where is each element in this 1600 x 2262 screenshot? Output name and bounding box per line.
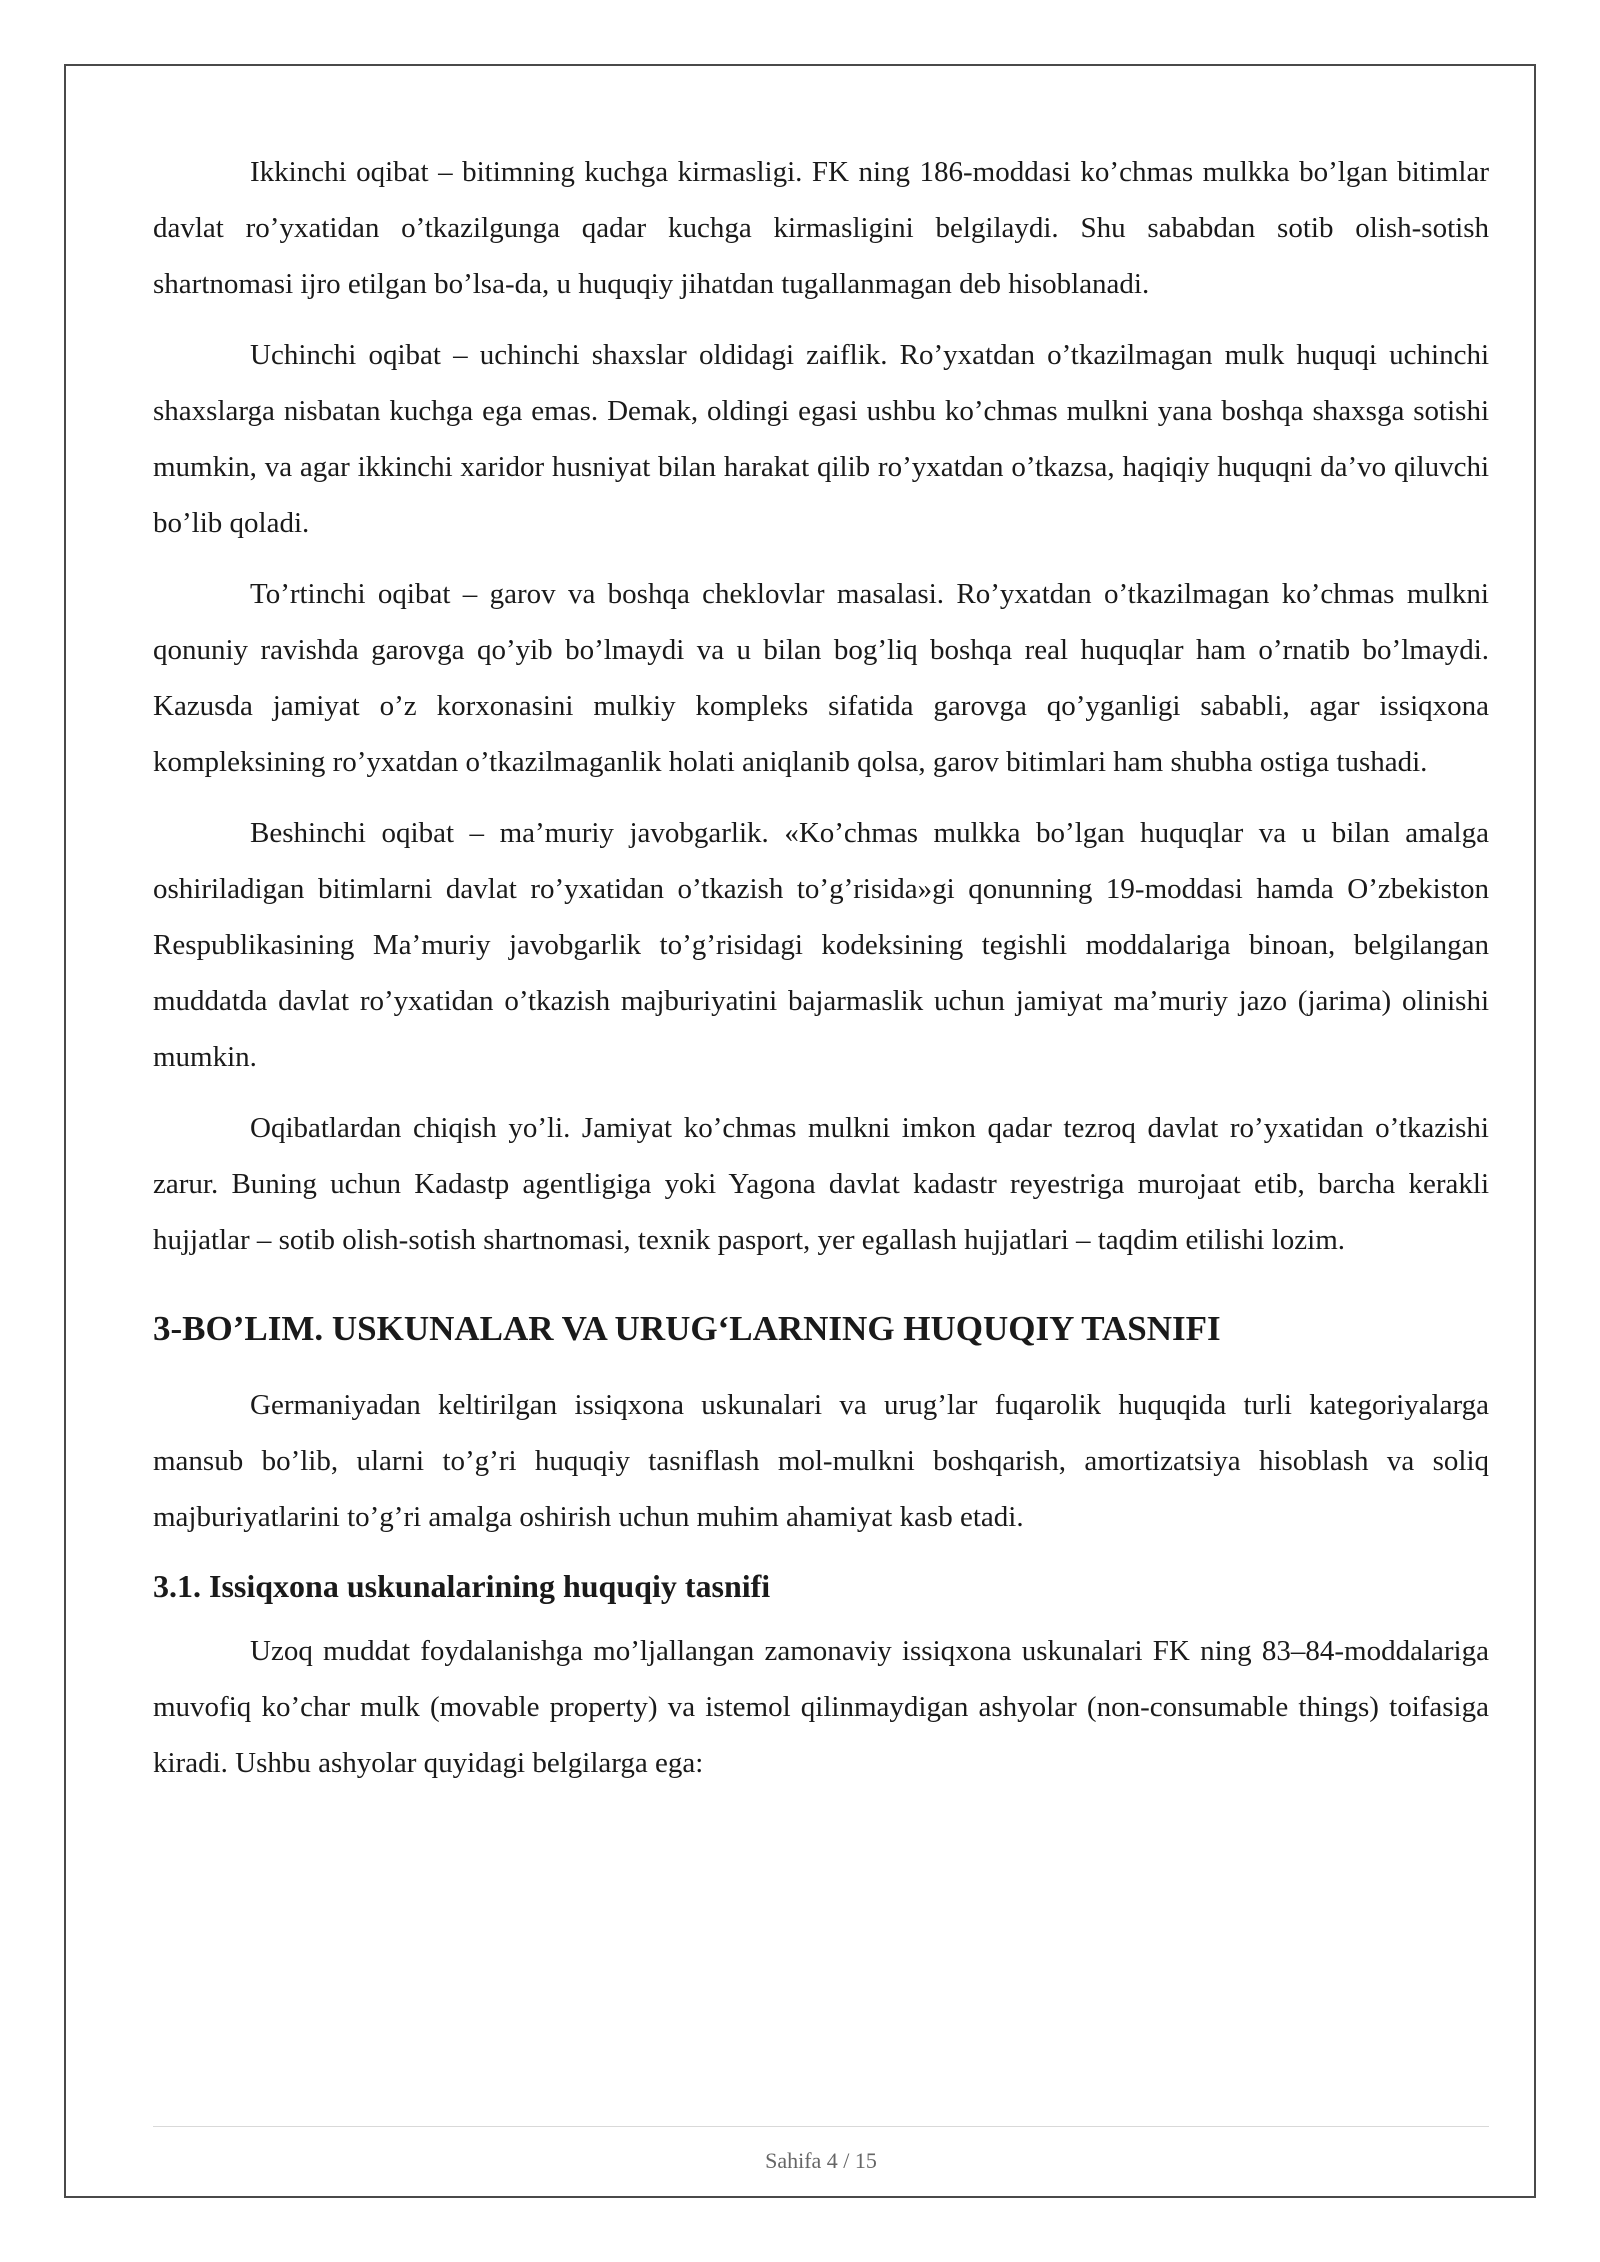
subsection-heading: 3.1. Issiqxona uskunalarining huquqiy tasnifi	[153, 1568, 771, 1604]
paragraph-way-out: Oqibatlardan chiqish yo’li. Jamiyat ko’chmas mulkni imkon qadar tezroq davlat ro’yxatidan o’tkazishi zarur. Buning uchun Kadastp agentligiga yoki Yagona davlat kadastr reyestriga murojaat etib, barcha kerakli hujjatlar – sotib olish-sotish shartnomasi, texnik pasport, yer egallash hujjatlari – taqdim etilishi lozim.	[153, 1112, 1489, 1256]
section-intro-paragraph: Germaniyadan keltirilgan issiqxona uskunalari va urug’lar fuqarolik huquqida turli kategoriyalarga mansub bo’lib, ularni to’g’ri huquqiy tasniflash mol-mulkni boshqarish, amortizatsiya hisoblash va soliq majburiyatlarini to’g’ri amalga oshirish uchun muhim ahamiyat kasb etadi.	[153, 1389, 1489, 1533]
page-number: Sahifa 4 / 15	[765, 2148, 877, 2173]
paragraph-fifth-consequence: Beshinchi oqibat – ma’muriy javobgarlik. «Ko’chmas mulkka bo’lgan huquqlar va u bilan amalga oshiriladigan bitimlarni davlat ro’yxatidan o’tkazish to’g’risida»gi qonunning 19-moddasi hamda O’zbekiston Respublikasining Ma’muriy javobgarlik to’g’risidagi kodeksining tegishli moddalariga binoan, belgilangan muddatda davlat ro’yxatidan o’tkazish majburiyatini bajarmaslik uchun jamiyat ma’muriy jazo (jarima) olinishi mumkin.	[153, 817, 1489, 1073]
subsection-paragraph: Uzoq muddat foydalanishga mo’ljallangan zamonaviy issiqxona uskunalari FK ning 83–84-moddalariga muvofiq ko’char mulk (movable property) va istemol qilinmaydigan ashyolar (non-consumable things) toifasiga kiradi. Ushbu ashyolar quyidagi belgilarga ega:	[153, 1635, 1489, 1779]
paragraph-fourth-consequence: To’rtinchi oqibat – garov va boshqa cheklovlar masalasi. Ro’yxatdan o’tkazilmagan ko’chmas mulkni qonuniy ravishda garovga qo’yib bo’lmaydi va u bilan bog’liq boshqa real huquqlar ham o’rnatib bo’lmaydi. Kazusda jamiyat o’z korxonasini mulkiy kompleks sifatida garovga qo’yganligi sababli, agar issiqxona kompleksining ro’yxatdan o’tkazilmaganlik holati aniqlanib qolsa, garov bitimlari ham shubha ostiga tushadi.	[153, 578, 1489, 778]
footer-divider	[153, 2126, 1489, 2127]
section-heading: 3-BO’LIM. USKUNALAR VA URUG‘LARNING HUQUQIY TASNIFI	[153, 1309, 1221, 1348]
paragraph-second-consequence: Ikkinchi oqibat – bitimning kuchga kirmasligi. FK ning 186-moddasi ko’chmas mulkka bo’lgan bitimlar davlat ro’yxatidan o’tkazilgunga qadar kuchga kirmasligini belgilaydi. Shu sababdan sotib olish-sotish shartnomasi ijro etilgan bo’lsa-da, u huquqiy jihatdan tugallanmagan deb hisoblanadi.	[153, 156, 1489, 300]
paragraph-third-consequence: Uchinchi oqibat – uchinchi shaxslar oldidagi zaiflik. Ro’yxatdan o’tkazilmagan mulk huquqi uchinchi shaxslarga nisbatan kuchga ega emas. Demak, oldingi egasi ushbu ko’chmas mulkni yana boshqa shaxsga sotishi mumkin, va agar ikkinchi xaridor husniyat bilan harakat qilib ro’yxatdan o’tkazsa, haqiqiy huquqni da’vo qiluvchi bo’lib qoladi.	[153, 339, 1489, 539]
document-body	[153, 144, 1489, 1806]
